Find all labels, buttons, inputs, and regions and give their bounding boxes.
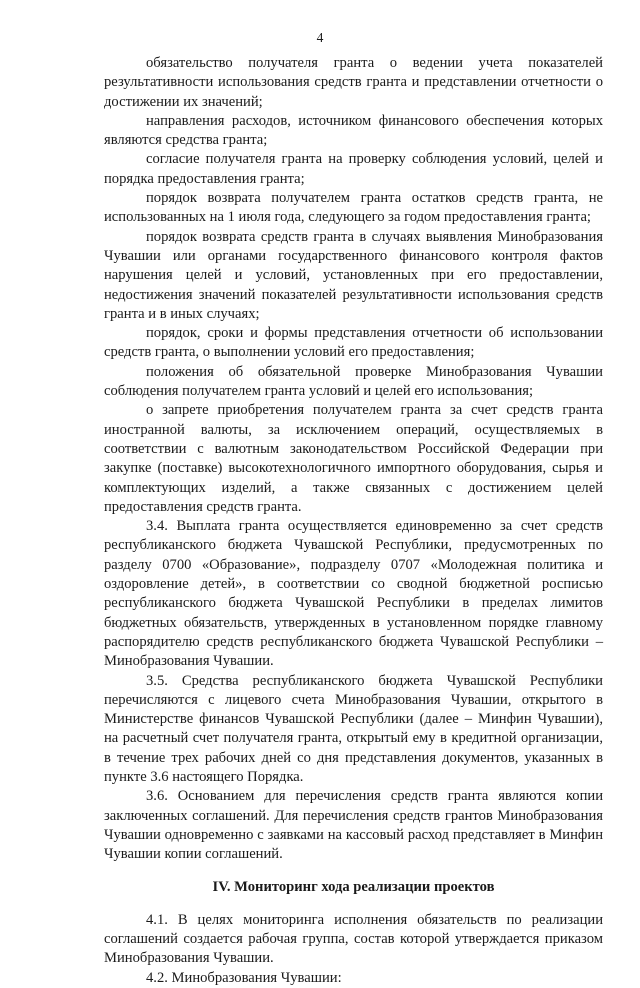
paragraph: порядок возврата средств гранта в случаях выявления Минобразования Чувашии или органами государственного финансового контроля фактов нарушения целей и условий, установленных при его предоставлении, недостижения значений показателей результативности использования средств гранта и в иных случаях; [104, 228, 603, 322]
paragraph: о запрете приобретения получателем гранта за счет средств гранта иностранной валюты, за исключением операций, осуществляемых в соответствии с валютным законодательством Российской Федерации при закупке (поставке) высокотехнологичного импортного оборудования, сырья и комплектующих изделий, а также связанных с достижением целей предоставления средств гранта. [104, 402, 603, 515]
paragraph-4-2: 4.2. Минобразования Чувашии: [146, 969, 342, 986]
paragraph-3-4: 3.4. Выплата гранта осуществляется единовременно за счет средств республиканского бюджета Чувашской Республики, предусмотренных по разделу 0700 «Образование», подразделу 0707 «Молодежная политика и оздоровление детей», в соответствии со сводной бюджетной росписью республиканского бюджета Чувашской Республики в пределах лимитов бюджетных обязательств, утвержденных в установленном порядке главному распорядителю средств республиканского бюджета Чувашской Республики – Минобразования Чувашии. [104, 518, 603, 670]
paragraph: положения об обязательной проверке Минобразования Чувашии соблюдения получателем гранта условий и целей его использования; [104, 363, 603, 400]
section-heading: IV. Мониторинг хода реализации проектов [212, 879, 495, 896]
paragraph-4-1: 4.1. В целях мониторинга исполнения обязательств по реализации соглашений создается рабочая группа, состав которой утверждается приказом Минобразования Чувашии. [104, 911, 603, 967]
paragraph-3-5: 3.5. Средства республиканского бюджета Чувашской Республики перечисляются с лицевого счета Минобразования Чувашии, открытого в Министерстве финансов Чувашской Республики (далее – Минфин Чувашии), на расчетный счет получателя гранта, открытый ему в кредитной организации, в течение трех рабочих дней со дня представления документов, указанных в пункте 3.6 настоящего Порядка. [104, 672, 603, 785]
document-body [104, 54, 603, 988]
paragraph: согласие получателя гранта на проверку соблюдения условий, целей и порядка предоставления гранта; [104, 151, 603, 187]
paragraph: обязательство получателя гранта о ведении учета показателей результативности использования средств гранта и представлении отчетности о достижении их значений; [104, 55, 603, 110]
paragraph: порядок возврата получателем гранта остатков средств гранта, не использованных на 1 июля года, следующего за годом предоставления гранта; [104, 190, 603, 226]
paragraph: порядок, сроки и формы представления отчетности об использовании средств гранта, о выполнении условий его предоставления; [104, 325, 603, 361]
page-number: 4 [316, 30, 324, 45]
paragraph: направления расходов, источником финансового обеспечения которых являются средства гранта; [104, 112, 603, 149]
paragraph-3-6: 3.6. Основанием для перечисления средств гранта являются копии заключенных соглашений. Для перечисления средств грантов Минобразования Чувашии одновременно с заявками на кассовый расход представляет в Минфин Чувашии копии соглашений. [104, 788, 603, 863]
